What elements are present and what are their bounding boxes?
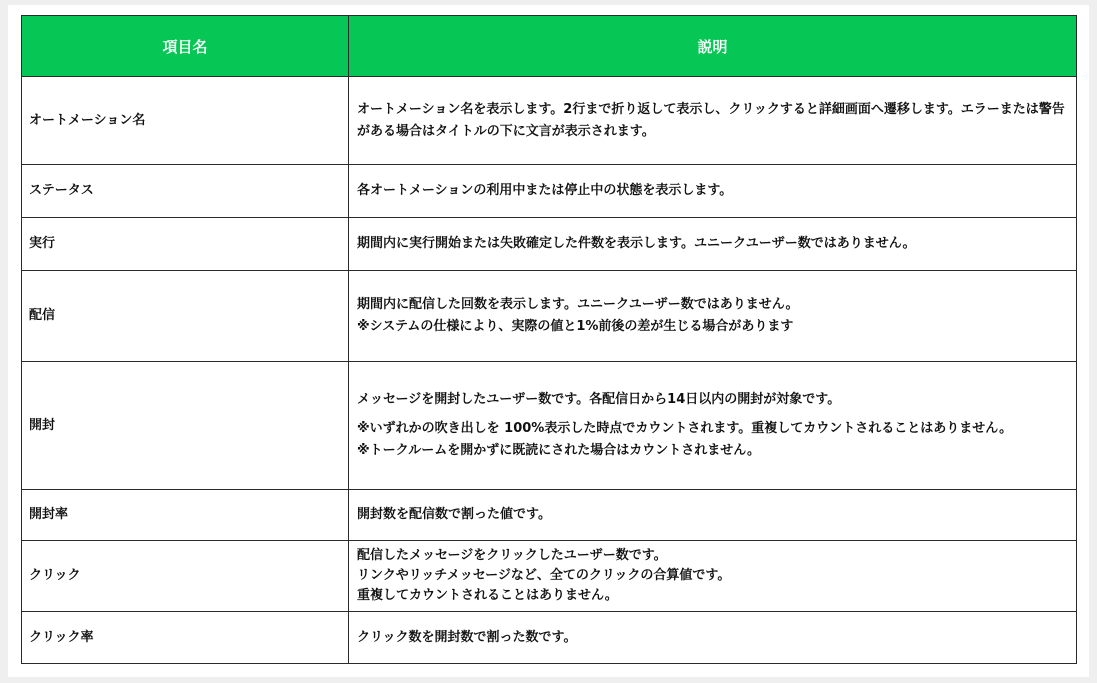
table-header-row [22,16,1077,77]
description-paragraph [357,233,1066,255]
row-item-name: クリック率 [22,612,349,664]
description-line: 期間内に実行開始または失敗確定した件数を表示します。ユニークユーザー数ではありません。 [357,236,916,251]
row-item-name: 開封率 [22,490,349,541]
description-paragraph [357,418,1066,462]
description-line: メッセージを開封したユーザー数です。各配信日から14日以内の開封が対象です。 [357,392,841,407]
description-note: ※トークルームを開かずに既読にされた場合はカウントされません。 [357,443,761,458]
row-item-name: 開封 [22,362,349,490]
row-description [349,541,1077,612]
description-paragraph [357,180,1066,202]
row-description [349,218,1077,271]
table-row [22,541,1077,612]
table-row [22,612,1077,664]
row-description [349,271,1077,362]
table-row [22,490,1077,541]
description-line: 重複してカウントされることはありません。 [357,588,618,603]
row-item-name: クリック [22,541,349,612]
content-card [8,5,1089,677]
header-item-name: 項目名 [22,16,349,77]
description-line: 各オートメーションの利用中または停止中の状態を表示します。 [357,183,733,198]
description-text: オートメーション名を表示します。2行まで折り返して表示し、クリックすると詳細画面へ遷移します。エラーまたは警告がある場合はタイトルの下に文言が表示されます。 [357,101,1065,139]
table-row [22,165,1077,218]
row-description [349,165,1077,218]
row-item-name: 実行 [22,218,349,271]
table-row [22,362,1077,490]
row-description [349,77,1077,165]
description-note: ※システムの仕様により、実際の値と1%前後の差が生じる場合があります [357,319,794,334]
row-description [349,490,1077,541]
description-note: ※いずれかの吹き出しを 100%表示した時点でカウントされます。重複してカウントされることはありません。 [357,421,1013,436]
row-item-name: ステータス [22,165,349,218]
description-line: 期間内に配信した回数を表示します。ユニークユーザー数ではありません。 [357,297,799,312]
description-paragraph [357,627,1066,649]
description-line: 配信したメッセージをクリックしたユーザー数です。 [357,548,667,563]
row-item-name: 配信 [22,271,349,362]
header-description: 説明 [349,16,1077,77]
description-line: 開封数を配信数で割った値です。 [357,507,551,522]
metrics-definition-table [21,15,1077,664]
description-paragraph [357,294,1066,338]
table-row [22,77,1077,165]
table-row [22,271,1077,362]
description-line: クリック数を開封数で割った数です。 [357,629,577,645]
description-paragraph [357,99,1066,143]
row-description [349,362,1077,490]
row-item-name: オートメーション名 [22,77,349,165]
table-row [22,218,1077,271]
description-paragraph [357,504,1066,526]
description-paragraph [357,546,1066,606]
description-paragraph [357,389,1066,411]
row-description [349,612,1077,664]
description-line: リンクやリッチメッセージなど、全てのクリックの合算値です。 [357,568,731,583]
